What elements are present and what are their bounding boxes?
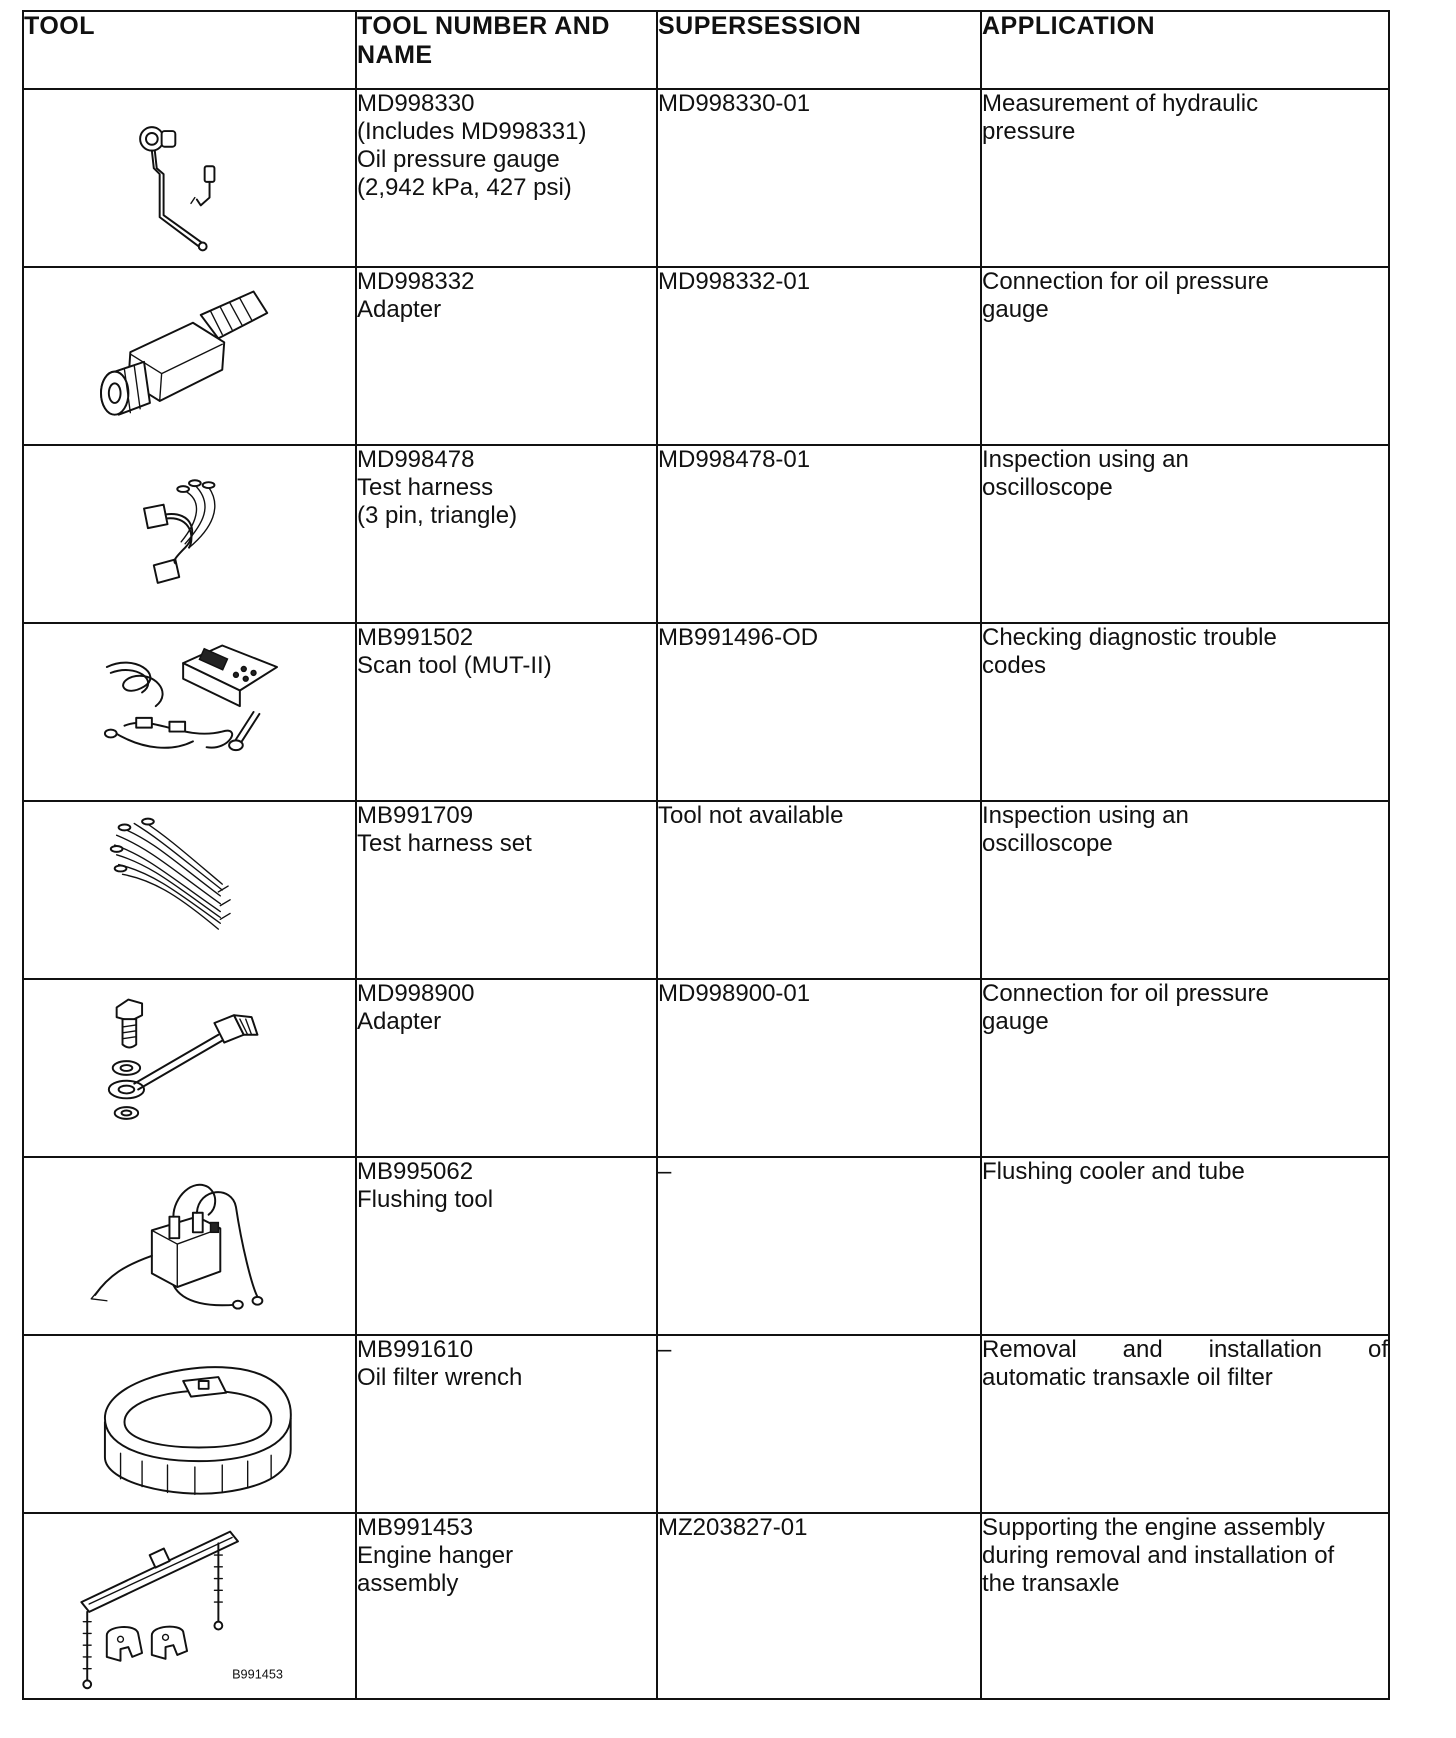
application-cell: Connection for oil pressure gauge	[981, 267, 1389, 445]
oil-pressure-gauge-icon	[24, 90, 355, 266]
test-harness-set-icon	[24, 802, 355, 978]
application-cell: Flushing cooler and tube	[981, 1157, 1389, 1335]
tool-number-name-cell: MD998478 Test harness (3 pin, triangle)	[356, 445, 657, 623]
adapter-bolt-icon	[24, 980, 355, 1156]
figure-label: B991453	[232, 1666, 284, 1682]
table-row	[23, 801, 1389, 979]
table-row	[23, 623, 1389, 801]
tool-figure-cell	[23, 623, 356, 801]
tool-figure-cell	[23, 89, 356, 267]
tool-figure-cell	[23, 1157, 356, 1335]
special-tools-table	[22, 10, 1390, 1700]
table-header-row	[23, 11, 1389, 89]
tool-number-name-cell: MB991610 Oil filter wrench	[356, 1335, 657, 1513]
application-cell: Removal and installation of automatic transaxle oil filter	[981, 1335, 1389, 1513]
table-row	[23, 267, 1389, 445]
tool-number-name-cell: MB991709 Test harness set	[356, 801, 657, 979]
table-row	[23, 445, 1389, 623]
supersession-cell: MZ203827-01	[657, 1513, 981, 1699]
tool-figure-cell	[23, 1335, 356, 1513]
adapter-fitting-icon	[24, 268, 355, 444]
supersession-cell: MB991496-OD	[657, 623, 981, 801]
tool-figure-cell	[23, 801, 356, 979]
tool-figure-cell	[23, 1513, 356, 1699]
application-cell: Connection for oil pressure gauge	[981, 979, 1389, 1157]
supersession-cell: MD998900-01	[657, 979, 981, 1157]
scan-tool-icon	[24, 624, 355, 800]
table-row	[23, 979, 1389, 1157]
header-application: APPLICATION	[981, 11, 1389, 89]
header-tool: TOOL	[23, 11, 356, 89]
table-row	[23, 89, 1389, 267]
supersession-cell: –	[657, 1157, 981, 1335]
tool-number-name-cell: MB995062 Flushing tool	[356, 1157, 657, 1335]
oil-filter-wrench-icon	[24, 1336, 355, 1512]
application-cell: Checking diagnostic trouble codes	[981, 623, 1389, 801]
table-row	[23, 1335, 1389, 1513]
supersession-cell: Tool not available	[657, 801, 981, 979]
tool-number-name-cell: MD998900 Adapter	[356, 979, 657, 1157]
engine-hanger-icon	[24, 1514, 355, 1698]
header-supersession: SUPERSESSION	[657, 11, 981, 89]
application-cell: Supporting the engine assembly during removal and installation of the transaxle	[981, 1513, 1389, 1699]
supersession-cell: MD998330-01	[657, 89, 981, 267]
header-tool-number-and-name: TOOL NUMBER AND NAME	[356, 11, 657, 89]
tool-figure-cell	[23, 267, 356, 445]
application-cell: Measurement of hydraulic pressure	[981, 89, 1389, 267]
table-row	[23, 1157, 1389, 1335]
application-cell: Inspection using an oscilloscope	[981, 445, 1389, 623]
tool-number-name-cell: MD998332 Adapter	[356, 267, 657, 445]
tool-number-name-cell: MD998330 (Includes MD998331) Oil pressure gauge (2,942 kPa, 427 psi)	[356, 89, 657, 267]
supersession-cell: MD998332-01	[657, 267, 981, 445]
tool-figure-cell	[23, 445, 356, 623]
tool-number-name-cell: MB991502 Scan tool (MUT-II)	[356, 623, 657, 801]
supersession-cell: –	[657, 1335, 981, 1513]
tool-number-name-cell: MB991453 Engine hanger assembly	[356, 1513, 657, 1699]
tool-figure-cell	[23, 979, 356, 1157]
supersession-cell: MD998478-01	[657, 445, 981, 623]
flushing-tool-icon	[24, 1158, 355, 1334]
table-row	[23, 1513, 1389, 1699]
application-cell: Inspection using an oscilloscope	[981, 801, 1389, 979]
test-harness-icon	[24, 446, 355, 622]
